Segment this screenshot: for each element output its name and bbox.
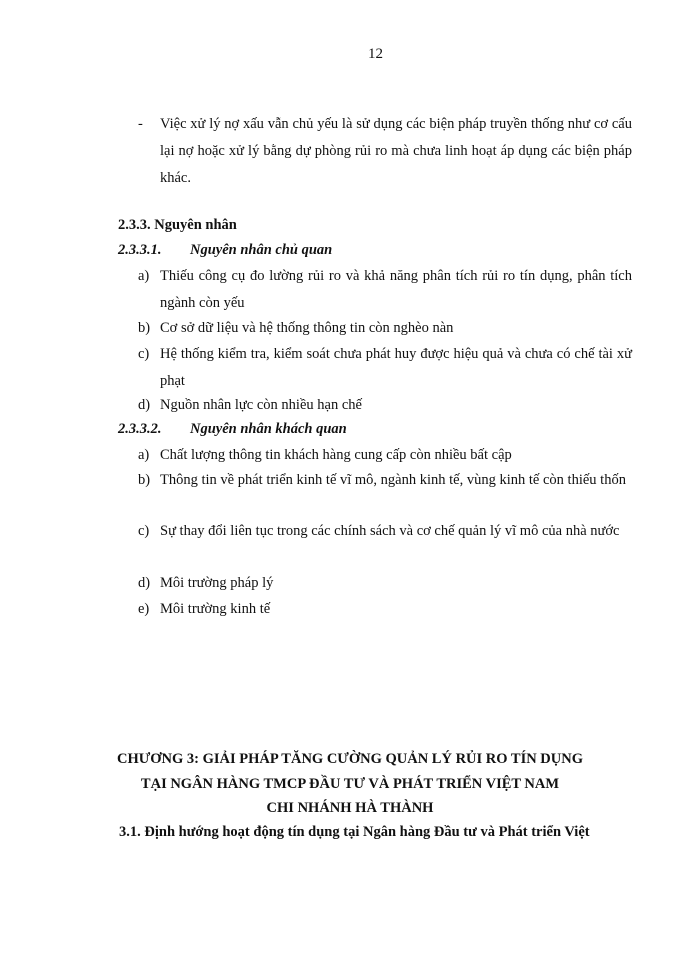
section-title: Nguyên nhân bbox=[154, 217, 237, 233]
list-item-text: Môi trường pháp lý bbox=[160, 575, 274, 591]
subsection-title: Nguyên nhân chủ quan bbox=[190, 242, 333, 258]
list-item-letter: c) bbox=[138, 346, 150, 362]
list-item-text: Cơ sở dữ liệu và hệ thống thông tin còn nghèo nàn bbox=[160, 320, 454, 336]
list-item-letter: b) bbox=[138, 320, 151, 336]
subsection-number: 2.3.3.2. bbox=[118, 421, 162, 437]
list-item-letter: a) bbox=[138, 447, 150, 463]
intro-bullet-text: Việc xử lý nợ xấu vẫn chủ yếu là sử dụng các biện pháp truyền thống như cơ cấu lại nợ hoặc xử lý bằng dự phòng rủi ro mà chưa linh hoạt áp dụng các biện pháp khác. bbox=[160, 116, 632, 186]
chapter-title-line-2: TẠI NGÂN HÀNG TMCP ĐẦU TƯ VÀ PHÁT TRIỂN VIỆT NAM bbox=[140, 776, 560, 792]
list-item-letter: a) bbox=[138, 268, 150, 284]
chapter-title-line-1: CHƯƠNG 3: GIẢI PHÁP TĂNG CƯỜNG QUẢN LÝ RỦI RO TÍN DỤNG bbox=[116, 751, 584, 767]
section-heading-3-1: 3.1. Định hướng hoạt động tín dụng tại Ngân hàng Đầu tư và Phát triển Việt bbox=[119, 824, 590, 840]
list-item-letter: d) bbox=[138, 397, 151, 413]
bullet-marker: - bbox=[138, 116, 143, 132]
subsection-title: Nguyên nhân khách quan bbox=[190, 421, 347, 437]
list-item-text: Hệ thống kiểm tra, kiểm soát chưa phát huy được hiệu quả và chưa có chế tài xử phạt bbox=[160, 346, 632, 389]
list-item-text: Môi trường kinh tế bbox=[160, 601, 271, 617]
subsection-heading-2-3-3-1 bbox=[118, 242, 332, 259]
list-item-letter: d) bbox=[138, 575, 151, 591]
list-item-text: Sự thay đổi liên tục trong các chính sách và cơ chế quản lý vĩ mô của nhà nước bbox=[160, 523, 620, 539]
section-heading-2-3-3 bbox=[118, 217, 237, 234]
page-number: 12 bbox=[368, 46, 383, 62]
subsection-number: 2.3.3.1. bbox=[118, 242, 162, 258]
list-item-letter: b) bbox=[138, 472, 151, 488]
list-item-letter: e) bbox=[138, 601, 150, 617]
list-item-text: Thông tin về phát triển kinh tế vĩ mô, ngành kinh tế, vùng kinh tế còn thiếu thốn bbox=[160, 472, 626, 488]
chapter-title-line-3: CHI NHÁNH HÀ THÀNH bbox=[266, 800, 434, 816]
section-number: 2.3.3. bbox=[118, 217, 151, 233]
list-item-text: Chất lượng thông tin khách hàng cung cấp còn nhiều bất cập bbox=[160, 447, 512, 463]
list-item-letter: c) bbox=[138, 523, 150, 539]
list-item-text: Nguồn nhân lực còn nhiều hạn chế bbox=[160, 397, 362, 413]
list-item-text: Thiếu công cụ đo lường rủi ro và khả năng phân tích rủi ro tín dụng, phân tích ngành còn yếu bbox=[160, 268, 632, 311]
subsection-heading-2-3-3-2 bbox=[118, 421, 347, 438]
